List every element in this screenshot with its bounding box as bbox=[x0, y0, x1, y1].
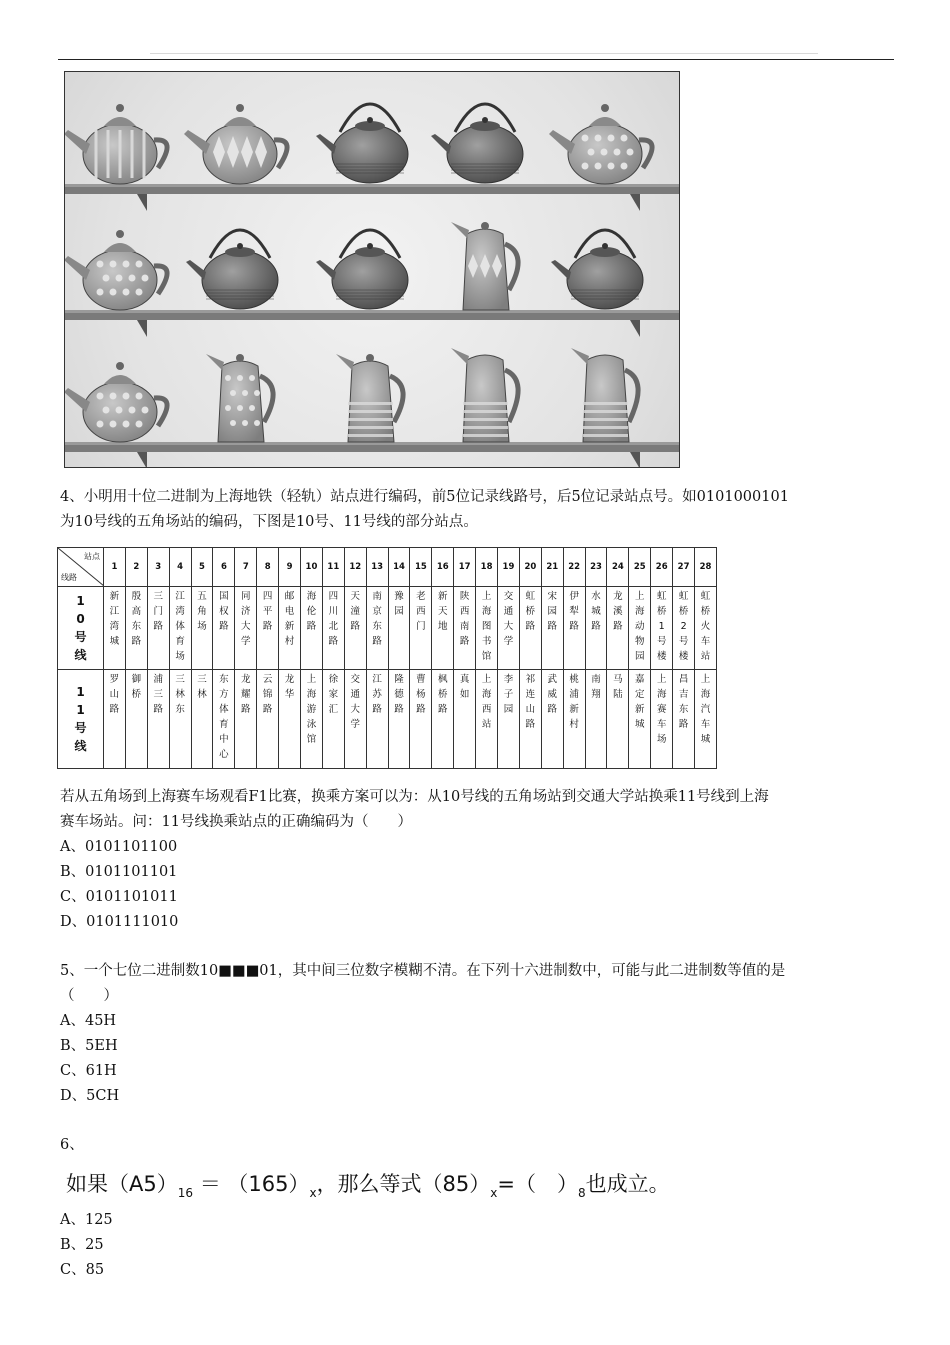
station-cell: 虹桥2号楼 bbox=[673, 587, 695, 670]
teapot-round-teapot-dotted bbox=[65, 230, 167, 310]
teapot-round-teapot-dotted bbox=[65, 362, 167, 442]
station-cell: 新江湾城 bbox=[104, 587, 126, 670]
station-number: 13 bbox=[366, 548, 388, 587]
station-number: 9 bbox=[279, 548, 301, 587]
q5-option-b: B、5EH bbox=[60, 1038, 118, 1054]
station-cell: 江苏路 bbox=[366, 670, 388, 769]
station-number: 20 bbox=[519, 548, 541, 587]
station-number: 16 bbox=[432, 548, 454, 587]
station-cell: 浦三路 bbox=[147, 670, 169, 769]
shelf-bracket bbox=[630, 194, 640, 211]
station-cell: 三林东 bbox=[169, 670, 191, 769]
q5-option-c: C、61H bbox=[60, 1063, 117, 1079]
station-cell: 上海图书馆 bbox=[476, 587, 498, 670]
line-10-label: 10号线 bbox=[58, 587, 104, 670]
station-number: 2 bbox=[125, 548, 147, 587]
station-cell: 江湾体育场 bbox=[169, 587, 191, 670]
station-cell: 龙溪路 bbox=[607, 587, 629, 670]
station-number: 10 bbox=[301, 548, 323, 587]
q4-option-a: A、0101101100 bbox=[60, 839, 178, 855]
teapots-image bbox=[64, 71, 680, 468]
station-cell: 武威路 bbox=[541, 670, 563, 769]
station-number: 7 bbox=[235, 548, 257, 587]
teapot-iron-kettle bbox=[316, 104, 408, 183]
station-number: 27 bbox=[673, 548, 695, 587]
q4-after-line-2: 赛车场站。问：11号线换乘站点的正确编码为（ ） bbox=[60, 814, 412, 830]
station-cell: 罗山路 bbox=[104, 670, 126, 769]
station-cell: 御桥 bbox=[125, 670, 147, 769]
station-number: 17 bbox=[454, 548, 476, 587]
station-cell: 三门路 bbox=[147, 587, 169, 670]
table-row bbox=[58, 670, 717, 769]
teapot-round-teapot-diamond bbox=[184, 104, 287, 184]
station-cell: 交通大学 bbox=[498, 587, 520, 670]
station-number: 23 bbox=[585, 548, 607, 587]
station-cell: 徐家汇 bbox=[322, 670, 344, 769]
station-cell: 五角场 bbox=[191, 587, 213, 670]
table-row bbox=[58, 587, 717, 670]
station-cell: 上海汽车城 bbox=[695, 670, 717, 769]
station-cell: 伊犁路 bbox=[563, 587, 585, 670]
station-cell: 东方体育中心 bbox=[213, 670, 235, 769]
station-cell: 南京东路 bbox=[366, 587, 388, 670]
station-cell: 新天地 bbox=[432, 587, 454, 670]
shelf-bracket bbox=[137, 320, 147, 337]
header-faint-rule bbox=[150, 53, 818, 54]
station-number: 25 bbox=[629, 548, 651, 587]
station-cell: 桃浦新村 bbox=[563, 670, 585, 769]
station-cell: 陕西南路 bbox=[454, 587, 476, 670]
station-number: 11 bbox=[322, 548, 344, 587]
q4-option-d: D、0101111010 bbox=[60, 914, 179, 930]
q4-line-1: 4、小明用十位二进制为上海地铁（轻轨）站点进行编码，前5位记录线路号，后5位记录站点号。如0101000101 bbox=[60, 489, 789, 505]
corner-station-label: 站点 bbox=[84, 552, 100, 561]
station-cell: 水城路 bbox=[585, 587, 607, 670]
station-number: 18 bbox=[476, 548, 498, 587]
q5-line-2: （ ） bbox=[60, 988, 118, 1004]
station-number: 22 bbox=[563, 548, 585, 587]
station-cell: 李子园 bbox=[498, 670, 520, 769]
q5-line-1: 5、一个七位二进制数10■■■01，其中间三位数字模糊不清。在下列十六进制数中，可能与此二进制数等值的是 bbox=[60, 963, 786, 979]
station-number: 14 bbox=[388, 548, 410, 587]
shelf-bracket bbox=[137, 452, 147, 467]
station-cell: 四川北路 bbox=[322, 587, 344, 670]
station-cell: 昌吉东路 bbox=[673, 670, 695, 769]
teapot-iron-kettle bbox=[431, 104, 523, 183]
q6-option-b: B、25 bbox=[60, 1237, 104, 1253]
station-cell: 龙耀路 bbox=[235, 670, 257, 769]
station-cell: 国权路 bbox=[213, 587, 235, 670]
station-number: 5 bbox=[191, 548, 213, 587]
station-cell: 虹桥路 bbox=[519, 587, 541, 670]
station-cell: 龙华 bbox=[279, 670, 301, 769]
station-number: 24 bbox=[607, 548, 629, 587]
station-number: 12 bbox=[344, 548, 366, 587]
station-number: 26 bbox=[651, 548, 673, 587]
station-cell: 虹桥火车站 bbox=[695, 587, 717, 670]
station-number: 4 bbox=[169, 548, 191, 587]
teapot-iron-kettle bbox=[551, 230, 643, 309]
shelf-bracket bbox=[137, 194, 147, 211]
station-cell: 上海赛车场 bbox=[651, 670, 673, 769]
q5-option-d: D、5CH bbox=[60, 1088, 120, 1104]
q6-label: 6、 bbox=[60, 1137, 84, 1153]
table-corner-cell bbox=[58, 548, 104, 587]
station-cell: 南翔 bbox=[585, 670, 607, 769]
station-cell: 曹杨路 bbox=[410, 670, 432, 769]
station-cell: 殷高东路 bbox=[125, 587, 147, 670]
line-11-label: 11号线 bbox=[58, 670, 104, 769]
q4-option-c: C、0101101011 bbox=[60, 889, 178, 905]
station-cell: 嘉定新城 bbox=[629, 670, 651, 769]
station-cell: 海伦路 bbox=[301, 587, 323, 670]
q6-option-a: A、125 bbox=[60, 1212, 113, 1228]
station-cell: 同济大学 bbox=[235, 587, 257, 670]
teapot-tall-lid-teapot-dotted bbox=[549, 104, 652, 184]
station-cell: 上海游泳馆 bbox=[301, 670, 323, 769]
teapot-coffee-pot-striped bbox=[336, 354, 403, 442]
q4-line-2: 为10号线的五角场站的编码，下图是10号、11号线的部分站点。 bbox=[60, 514, 478, 530]
corner-line-label: 线路 bbox=[61, 573, 77, 582]
shelf-bracket bbox=[630, 320, 640, 337]
station-number: 1 bbox=[104, 548, 126, 587]
station-cell: 宋园路 bbox=[541, 587, 563, 670]
teapot-pitcher-striped bbox=[451, 348, 518, 442]
station-number: 21 bbox=[541, 548, 563, 587]
station-cell: 真如 bbox=[454, 670, 476, 769]
station-cell: 枫桥路 bbox=[432, 670, 454, 769]
station-cell: 交通大学 bbox=[344, 670, 366, 769]
station-number: 15 bbox=[410, 548, 432, 587]
table-header-row bbox=[58, 548, 717, 587]
station-cell: 豫园 bbox=[388, 587, 410, 670]
teapot-pitcher-striped bbox=[571, 348, 638, 442]
teapot-iron-kettle bbox=[316, 230, 408, 309]
teapot-coffee-pot-diamond bbox=[451, 222, 518, 310]
q5-option-a: A、45H bbox=[60, 1013, 117, 1029]
shelf-bracket bbox=[630, 452, 640, 467]
q4-option-b: B、0101101101 bbox=[60, 864, 178, 880]
station-cell: 三林 bbox=[191, 670, 213, 769]
station-number: 3 bbox=[147, 548, 169, 587]
metro-station-table bbox=[57, 547, 717, 769]
station-cell: 四平路 bbox=[257, 587, 279, 670]
q6-option-c: C、85 bbox=[60, 1262, 105, 1278]
q4-after-line-1: 若从五角场到上海赛车场观看F1比赛，换乘方案可以为：从10号线的五角场站到交通大学站换乘11号线到上海 bbox=[60, 789, 769, 805]
station-cell: 老西门 bbox=[410, 587, 432, 670]
station-cell: 邮电新村 bbox=[279, 587, 301, 670]
station-number: 28 bbox=[695, 548, 717, 587]
teapot-coffee-pot-dotted bbox=[206, 354, 273, 442]
station-number: 6 bbox=[213, 548, 235, 587]
station-cell: 天潼路 bbox=[344, 587, 366, 670]
teapot-tall-lid-teapot-striped bbox=[65, 104, 167, 184]
station-cell: 上海西站 bbox=[476, 670, 498, 769]
station-number: 19 bbox=[498, 548, 520, 587]
station-cell: 马陆 bbox=[607, 670, 629, 769]
station-cell: 祁连山路 bbox=[519, 670, 541, 769]
teapot-iron-kettle bbox=[186, 230, 278, 309]
header-rule bbox=[58, 59, 894, 60]
station-cell: 云锦路 bbox=[257, 670, 279, 769]
q6-formula: 如果$(A5)_{16} = (165)_x$，那么等式$(85)_x=$（ ）$_8$也成立。 bbox=[66, 1172, 670, 1200]
station-cell: 虹桥1号楼 bbox=[651, 587, 673, 670]
station-cell: 隆德路 bbox=[388, 670, 410, 769]
station-number: 8 bbox=[257, 548, 279, 587]
station-cell: 上海动物园 bbox=[629, 587, 651, 670]
